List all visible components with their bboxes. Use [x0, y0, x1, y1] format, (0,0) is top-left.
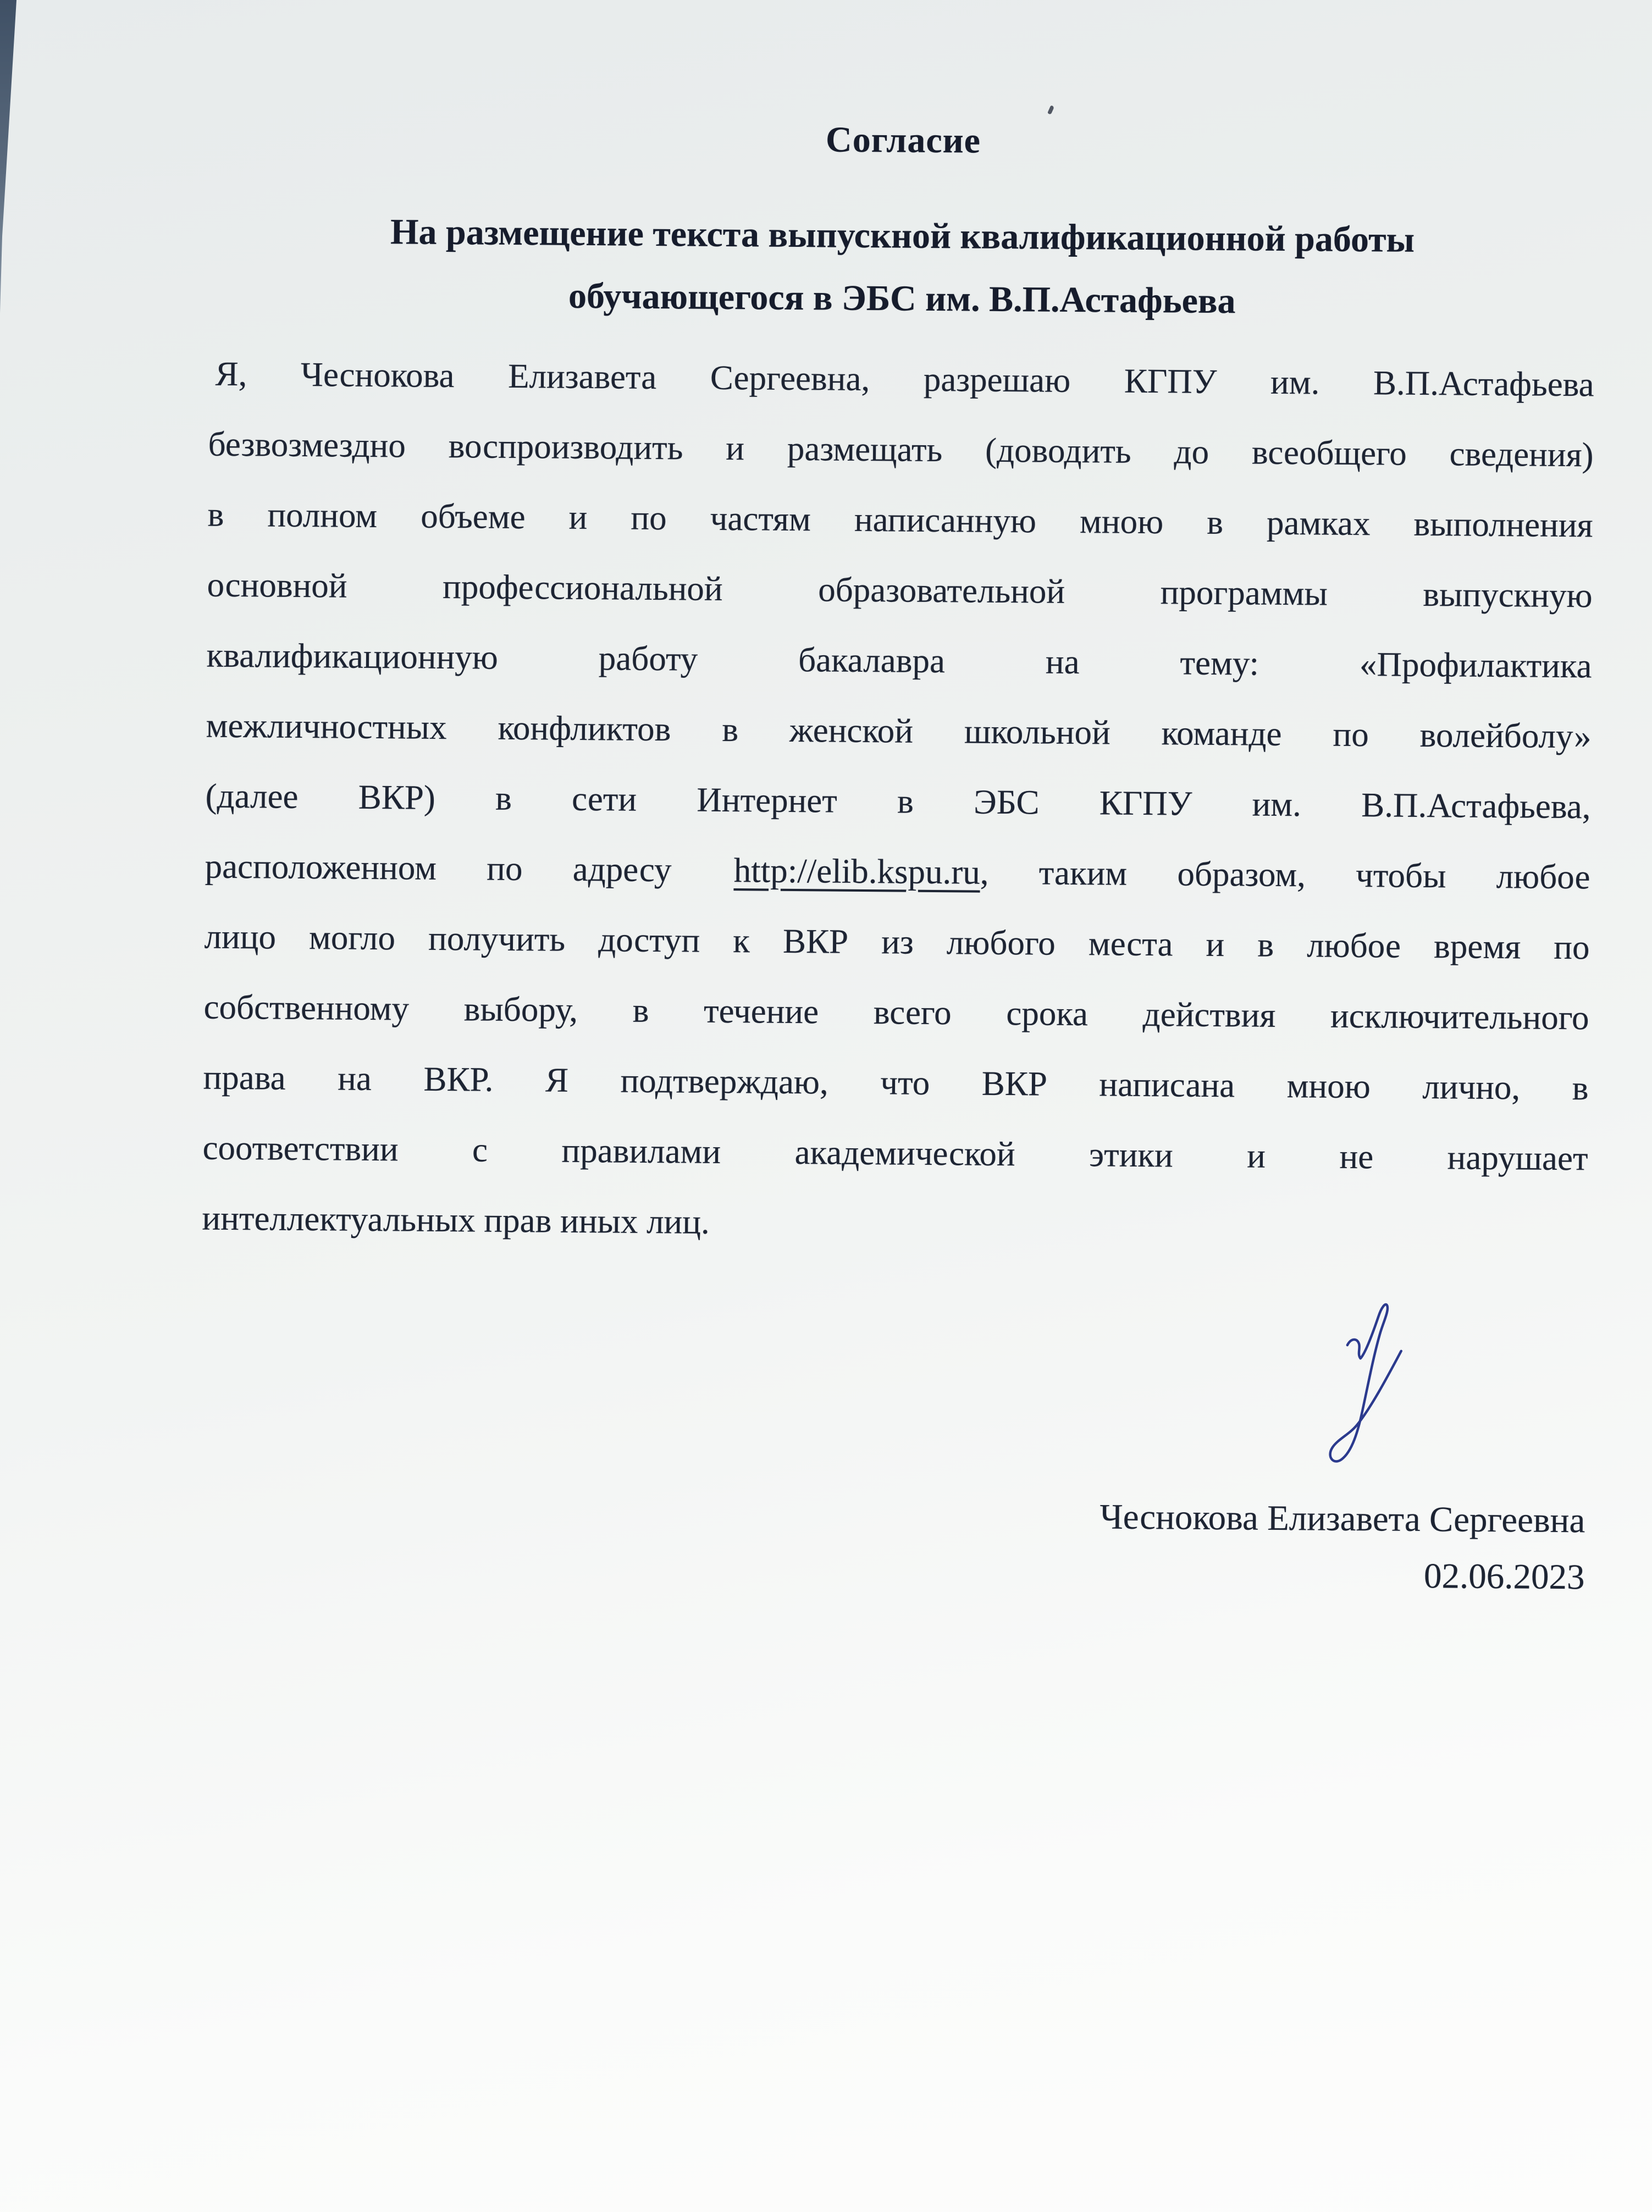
consent-title: Согласие	[825, 119, 981, 161]
elib-url-link: http://elib.kspu.ru	[733, 851, 981, 892]
handwritten-signature	[1302, 1290, 1430, 1480]
body-line: безвозмездно воспроизводить и размещать (доводить до всеобщего сведения)	[208, 424, 1594, 474]
signature-block	[199, 1482, 1585, 1606]
body-line: Я, Чеснокова Елизавета Сергеевна, разрешаю КГПУ им. В.П.Астафьева	[215, 354, 1594, 404]
body-line: основной профессиональной образовательной программы выпускную	[207, 565, 1593, 615]
body-line: (далее ВКР) в сети Интернет в ЭБС КГПУ им. В.П.Астафьева,	[205, 776, 1591, 826]
subtitle-line-1: На размещение текста выпускной квалификационной работы	[390, 212, 1415, 260]
signature-date: 02.06.2023	[1423, 1556, 1585, 1597]
subtitle-line-2: обучающегося в ЭБС им. В.П.Астафьева	[568, 275, 1236, 322]
body-line: в полном объеме и по частям написанную мною в рамках выполнения	[207, 495, 1593, 545]
body-line-with-link	[205, 831, 1590, 913]
body-line: собственному выбору, в течение всего срока действия исключительного	[203, 987, 1589, 1037]
body-line: лицо могло получить доступ к ВКР из любого места и в любое время по	[204, 917, 1590, 967]
body-line: межличностных конфликтов в женской школьной команде по волейболу»	[206, 706, 1592, 756]
link-line-prefix: расположенном по адресу	[205, 847, 672, 889]
link-line-suffix: , таким образом, чтобы любое	[980, 853, 1590, 897]
body-line: интеллектуальных прав иных лиц.	[202, 1198, 710, 1241]
body-line: права на ВКР. Я подтверждаю, что ВКР написана мною лично, в	[203, 1058, 1589, 1108]
body-line: квалификационную работу бакалавра на тему: «Профилактика	[206, 635, 1592, 685]
body-line: соответствии с правилами академической этики и не нарушает	[202, 1128, 1588, 1178]
consent-body-paragraph	[202, 339, 1594, 1264]
consent-subtitle	[209, 200, 1595, 336]
signatory-name: Чеснокова Елизавета Сергеевна	[1100, 1497, 1585, 1541]
